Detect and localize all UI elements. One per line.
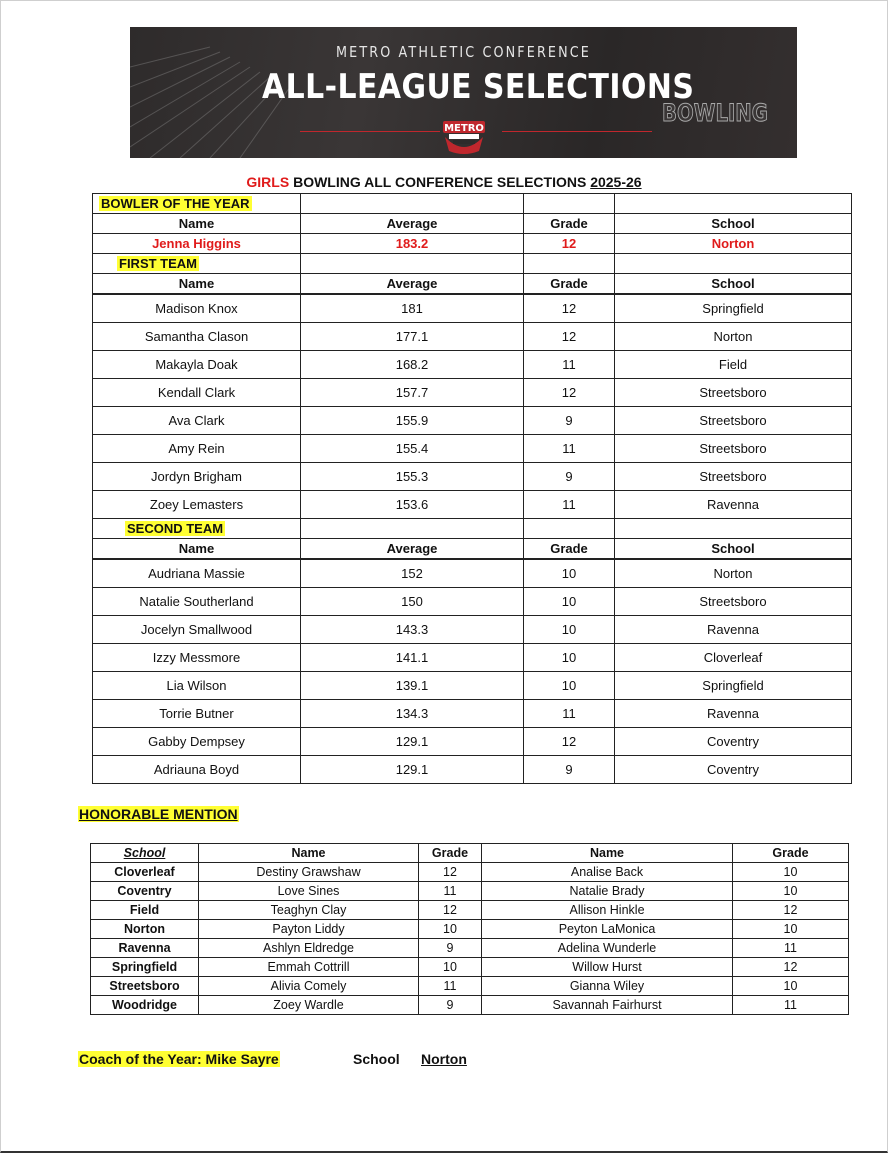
all-conference-table xyxy=(92,193,852,784)
table-row: Lia Wilson 139.1 10 Springfield xyxy=(93,672,852,700)
second-team-label-row xyxy=(93,519,852,539)
hm-col-school: School xyxy=(91,844,199,863)
col-grade: Grade xyxy=(524,539,615,560)
table-row: Ava Clark 155.9 9 Streetsboro xyxy=(93,407,852,435)
second-team-label: SECOND TEAM xyxy=(127,521,224,536)
col-school: School xyxy=(615,539,852,560)
table-row: Springfield Emmah Cottrill 10 Willow Hurst 12 xyxy=(91,958,849,977)
col-name: Name xyxy=(93,274,301,295)
table-row: Streetsboro Alivia Comely 11 Gianna Wiley 10 xyxy=(91,977,849,996)
metro-logo-icon xyxy=(439,117,489,155)
coach-school-label: School xyxy=(353,1051,400,1067)
hm-col-grade-2: Grade xyxy=(733,844,849,863)
table-row: Coventry Love Sines 11 Natalie Brady 10 xyxy=(91,882,849,901)
honorable-mention-table xyxy=(90,843,849,1015)
col-school: School xyxy=(615,214,852,234)
second-team-header-row xyxy=(93,539,852,560)
boty-label-row xyxy=(93,194,852,214)
table-row: Gabby Dempsey 129.1 12 Coventry xyxy=(93,728,852,756)
coach-of-year: Coach of the Year: Mike Sayre xyxy=(79,1051,279,1067)
boty-row xyxy=(93,234,852,254)
boty-label-cell xyxy=(93,194,301,214)
table-row: Norton Payton Liddy 10 Peyton LaMonica 10 xyxy=(91,920,849,939)
banner-sport: BOWLING xyxy=(662,99,768,127)
banner-title: ALL-LEAGUE SELECTIONS xyxy=(262,67,695,107)
title-girls: GIRLS xyxy=(246,174,290,190)
table-row: Adriauna Boyd 129.1 9 Coventry xyxy=(93,756,852,784)
first-team-label-row xyxy=(93,254,852,274)
table-row: Ravenna Ashlyn Eldredge 9 Adelina Wunderle 11 xyxy=(91,939,849,958)
boty-header-row xyxy=(93,214,852,234)
col-name: Name xyxy=(93,539,301,560)
col-grade: Grade xyxy=(524,274,615,295)
honorable-mention-label: HONORABLE MENTION xyxy=(79,806,238,822)
hm-col-grade-1: Grade xyxy=(419,844,482,863)
table-row: Makayla Doak 168.2 11 Field xyxy=(93,351,852,379)
col-average: Average xyxy=(301,214,524,234)
title-text: BOWLING ALL CONFERENCE SELECTIONS xyxy=(289,174,591,190)
boty-school: Norton xyxy=(615,234,852,254)
table-row: Natalie Southerland 150 10 Streetsboro xyxy=(93,588,852,616)
col-average: Average xyxy=(301,539,524,560)
table-row: Samantha Clason 177.1 12 Norton xyxy=(93,323,852,351)
first-team-label: FIRST TEAM xyxy=(119,256,197,271)
table-row: Cloverleaf Destiny Grawshaw 12 Analise Back 10 xyxy=(91,863,849,882)
col-grade: Grade xyxy=(524,214,615,234)
table-row: Torrie Butner 134.3 11 Ravenna xyxy=(93,700,852,728)
first-team-header-row xyxy=(93,274,852,295)
boty-grade: 12 xyxy=(524,234,615,254)
table-row: Jocelyn Smallwood 143.3 10 Ravenna xyxy=(93,616,852,644)
boty-label: BOWLER OF THE YEAR xyxy=(101,196,250,211)
banner-subtitle: METRO ATHLETIC CONFERENCE xyxy=(336,43,591,61)
table-row: Izzy Messmore 141.1 10 Cloverleaf xyxy=(93,644,852,672)
col-school: School xyxy=(615,274,852,295)
table-row: Audriana Massie 152 10 Norton xyxy=(93,559,852,588)
table-row: Kendall Clark 157.7 12 Streetsboro xyxy=(93,379,852,407)
table-row: Amy Rein 155.4 11 Streetsboro xyxy=(93,435,852,463)
hm-col-name-2: Name xyxy=(482,844,733,863)
svg-text:METRO: METRO xyxy=(444,123,484,134)
hm-col-name-1: Name xyxy=(199,844,419,863)
hm-header-row xyxy=(91,844,849,863)
page-title xyxy=(0,174,888,190)
banner-rule-left xyxy=(300,131,440,132)
table-row: Woodridge Zoey Wardle 9 Savannah Fairhurst 11 xyxy=(91,996,849,1015)
boty-name: Jenna Higgins xyxy=(93,234,301,254)
col-average: Average xyxy=(301,274,524,295)
table-row: Field Teaghyn Clay 12 Allison Hinkle 12 xyxy=(91,901,849,920)
table-row: Madison Knox 181 12 Springfield xyxy=(93,294,852,323)
boty-average: 183.2 xyxy=(301,234,524,254)
title-year: 2025-26 xyxy=(590,174,642,190)
header-banner xyxy=(130,27,797,158)
banner-rule-right xyxy=(502,131,652,132)
coach-school-value: Norton xyxy=(421,1051,467,1067)
table-row: Jordyn Brigham 155.3 9 Streetsboro xyxy=(93,463,852,491)
col-name: Name xyxy=(93,214,301,234)
table-row: Zoey Lemasters 153.6 11 Ravenna xyxy=(93,491,852,519)
